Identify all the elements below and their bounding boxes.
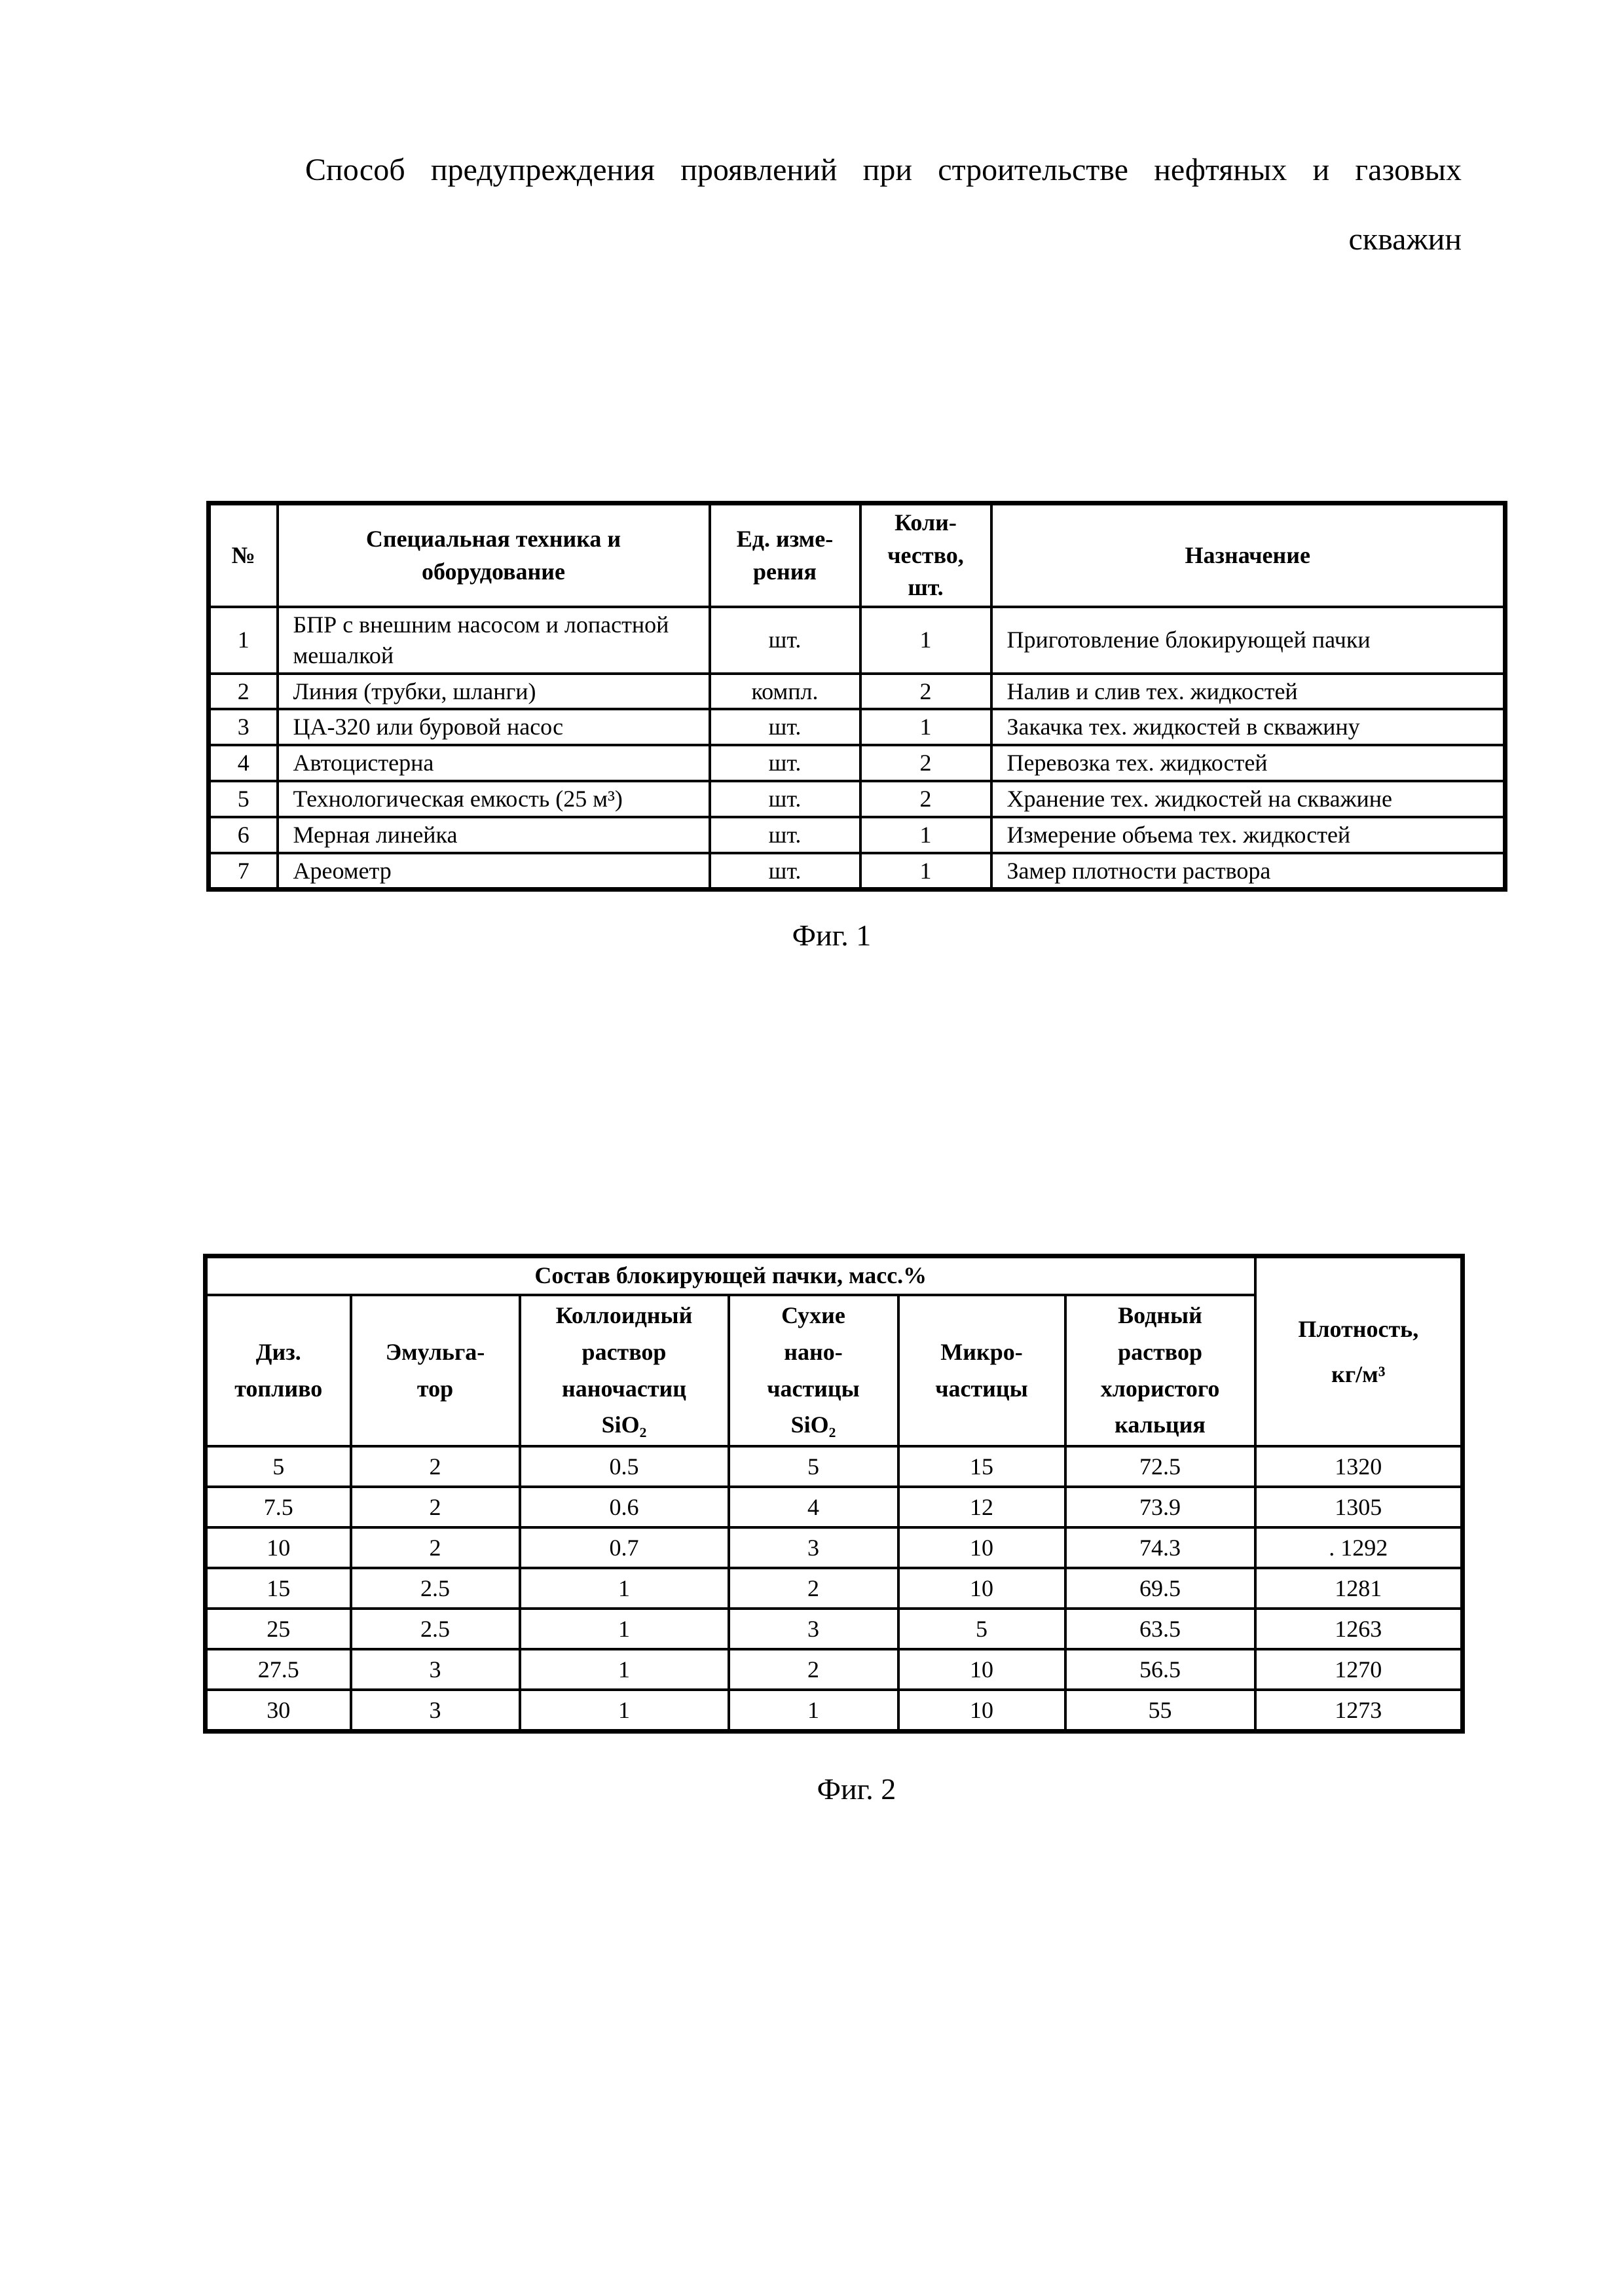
table-row bbox=[206, 1487, 1463, 1527]
table-cell: 6 bbox=[209, 817, 278, 853]
table-cell: шт. bbox=[710, 607, 860, 674]
column-header-density: Плотность, кг/м³ bbox=[1255, 1256, 1463, 1447]
table-cell: 10 bbox=[898, 1649, 1065, 1690]
table-cell: 1 bbox=[860, 853, 991, 890]
column-header-microparticles: Микро- частицы bbox=[898, 1295, 1065, 1446]
column-header-purpose: Назначение bbox=[991, 503, 1505, 608]
table-row bbox=[206, 1568, 1463, 1609]
table-cell: Линия (трубки, шланги) bbox=[278, 674, 710, 710]
fig1-caption: Фиг. 1 bbox=[792, 919, 872, 952]
table-cell: 15 bbox=[898, 1446, 1065, 1487]
table-cell: 3 bbox=[729, 1609, 898, 1649]
column-header-unit: Ед. изме- рения bbox=[710, 503, 860, 608]
table-cell: 2.5 bbox=[351, 1609, 520, 1649]
table-cell: Ареометр bbox=[278, 853, 710, 890]
table-cell: Закачка тех. жидкостей в скважину bbox=[991, 709, 1505, 745]
table-cell: 4 bbox=[729, 1487, 898, 1527]
table-cell: 1 bbox=[520, 1649, 729, 1690]
table-cell: 2 bbox=[860, 745, 991, 781]
table-cell: БПР с внешним насосом и лопастной мешалкой bbox=[278, 607, 710, 674]
table-cell: 7.5 bbox=[206, 1487, 351, 1527]
table-row bbox=[209, 607, 1505, 674]
table-cell: Измерение объема тех. жидкостей bbox=[991, 817, 1505, 853]
table-cell: 69.5 bbox=[1065, 1568, 1255, 1609]
equipment-table-header bbox=[209, 503, 1505, 608]
table-cell: 0.5 bbox=[520, 1446, 729, 1487]
composition-span-header: Состав блокирующей пачки, масс.% bbox=[206, 1256, 1255, 1296]
table-cell: 15 bbox=[206, 1568, 351, 1609]
fig2-caption: Фиг. 2 bbox=[817, 1772, 896, 1806]
table-cell: шт. bbox=[710, 817, 860, 853]
table-cell: . 1292 bbox=[1255, 1527, 1463, 1568]
column-header-diesel: Диз. топливо bbox=[206, 1295, 351, 1446]
table-cell: 25 bbox=[206, 1609, 351, 1649]
table-cell: 1 bbox=[729, 1690, 898, 1732]
column-header-quantity: Коли- чество, шт. bbox=[860, 503, 991, 608]
table-cell: 73.9 bbox=[1065, 1487, 1255, 1527]
table-cell: Замер плотности раствора bbox=[991, 853, 1505, 890]
table-cell: 5 bbox=[729, 1446, 898, 1487]
table-cell: шт. bbox=[710, 781, 860, 817]
table-cell: 10 bbox=[206, 1527, 351, 1568]
document-title bbox=[305, 155, 1462, 255]
table-cell: 1263 bbox=[1255, 1609, 1463, 1649]
document-title-line2: скважин bbox=[1348, 222, 1462, 257]
table-cell: 3 bbox=[209, 709, 278, 745]
table-row bbox=[206, 1446, 1463, 1487]
table-cell: 1 bbox=[209, 607, 278, 674]
table-cell: 1 bbox=[860, 709, 991, 745]
table-cell: 2 bbox=[729, 1568, 898, 1609]
table-cell: 10 bbox=[898, 1690, 1065, 1732]
column-header-equipment: Специальная техника и оборудование bbox=[278, 503, 710, 608]
table-cell: 1320 bbox=[1255, 1446, 1463, 1487]
table-cell: 3 bbox=[351, 1649, 520, 1690]
table-cell: 3 bbox=[351, 1690, 520, 1732]
table-cell: 63.5 bbox=[1065, 1609, 1255, 1649]
equipment-table-body bbox=[209, 607, 1505, 890]
table-cell: 27.5 bbox=[206, 1649, 351, 1690]
table-row bbox=[209, 781, 1505, 817]
table-row bbox=[209, 674, 1505, 710]
column-header-num: № bbox=[209, 503, 278, 608]
table-cell: 1305 bbox=[1255, 1487, 1463, 1527]
table-cell: 2.5 bbox=[351, 1568, 520, 1609]
table-cell: 1273 bbox=[1255, 1690, 1463, 1732]
table-cell: Технологическая емкость (25 м³) bbox=[278, 781, 710, 817]
column-header-colloid-sio2: Коллоидный раствор наночастиц SiO₂ bbox=[520, 1295, 729, 1446]
table-cell: Перевозка тех. жидкостей bbox=[991, 745, 1505, 781]
table-row bbox=[206, 1609, 1463, 1649]
table-cell: 0.7 bbox=[520, 1527, 729, 1568]
table-row bbox=[209, 709, 1505, 745]
table-cell: 5 bbox=[206, 1446, 351, 1487]
table-cell: 5 bbox=[209, 781, 278, 817]
table-cell: 56.5 bbox=[1065, 1649, 1255, 1690]
column-header-emulsifier: Эмульга- тор bbox=[351, 1295, 520, 1446]
table-row bbox=[206, 1649, 1463, 1690]
column-header-dry-sio2: Сухие нано- частицы SiO₂ bbox=[729, 1295, 898, 1446]
table-cell: 74.3 bbox=[1065, 1527, 1255, 1568]
table-cell: 1 bbox=[520, 1609, 729, 1649]
table-cell: 10 bbox=[898, 1568, 1065, 1609]
table-cell: 1270 bbox=[1255, 1649, 1463, 1690]
composition-table bbox=[203, 1254, 1465, 1734]
table-cell: 1 bbox=[520, 1690, 729, 1732]
table-cell: шт. bbox=[710, 745, 860, 781]
table-cell: 2 bbox=[351, 1527, 520, 1568]
table-cell: 12 bbox=[898, 1487, 1065, 1527]
table-cell: 1 bbox=[520, 1568, 729, 1609]
table-cell: 0.6 bbox=[520, 1487, 729, 1527]
column-header-cacl2-solution: Водный раствор хлористого кальция bbox=[1065, 1295, 1255, 1446]
table-cell: 2 bbox=[209, 674, 278, 710]
table-header-row bbox=[209, 503, 1505, 608]
composition-table-header bbox=[206, 1256, 1463, 1447]
table-cell: 2 bbox=[860, 674, 991, 710]
table-cell: 2 bbox=[351, 1487, 520, 1527]
table-row bbox=[206, 1690, 1463, 1732]
table-cell: ЦА-320 или буровой насос bbox=[278, 709, 710, 745]
table-cell: 2 bbox=[729, 1649, 898, 1690]
table-cell: 55 bbox=[1065, 1690, 1255, 1732]
table-cell: 7 bbox=[209, 853, 278, 890]
table-cell: Автоцистерна bbox=[278, 745, 710, 781]
table-cell: Налив и слив тех. жидкостей bbox=[991, 674, 1505, 710]
table-cell: 2 bbox=[860, 781, 991, 817]
table-row bbox=[206, 1527, 1463, 1568]
table-cell: шт. bbox=[710, 853, 860, 890]
table-cell: 1281 bbox=[1255, 1568, 1463, 1609]
table-cell: Приготовление блокирующей пачки bbox=[991, 607, 1505, 674]
table-cell: Хранение тех. жидкостей на скважине bbox=[991, 781, 1505, 817]
table-row bbox=[209, 745, 1505, 781]
table-header-row bbox=[206, 1256, 1463, 1296]
table-cell: 30 bbox=[206, 1690, 351, 1732]
table-cell: шт. bbox=[710, 709, 860, 745]
table-cell: 1 bbox=[860, 817, 991, 853]
table-cell: компл. bbox=[710, 674, 860, 710]
table-cell: 3 bbox=[729, 1527, 898, 1568]
table-cell: 2 bbox=[351, 1446, 520, 1487]
table-row bbox=[209, 817, 1505, 853]
table-cell: 10 bbox=[898, 1527, 1065, 1568]
table-row bbox=[209, 853, 1505, 890]
equipment-table bbox=[206, 501, 1507, 892]
table-cell: Мерная линейка bbox=[278, 817, 710, 853]
table-cell: 72.5 bbox=[1065, 1446, 1255, 1487]
composition-table-body bbox=[206, 1446, 1463, 1732]
table-cell: 4 bbox=[209, 745, 278, 781]
document-title-line1: Способ предупреждения проявлений при строительстве нефтяных и газовых bbox=[305, 153, 1462, 187]
table-cell: 5 bbox=[898, 1609, 1065, 1649]
table-cell: 1 bbox=[860, 607, 991, 674]
